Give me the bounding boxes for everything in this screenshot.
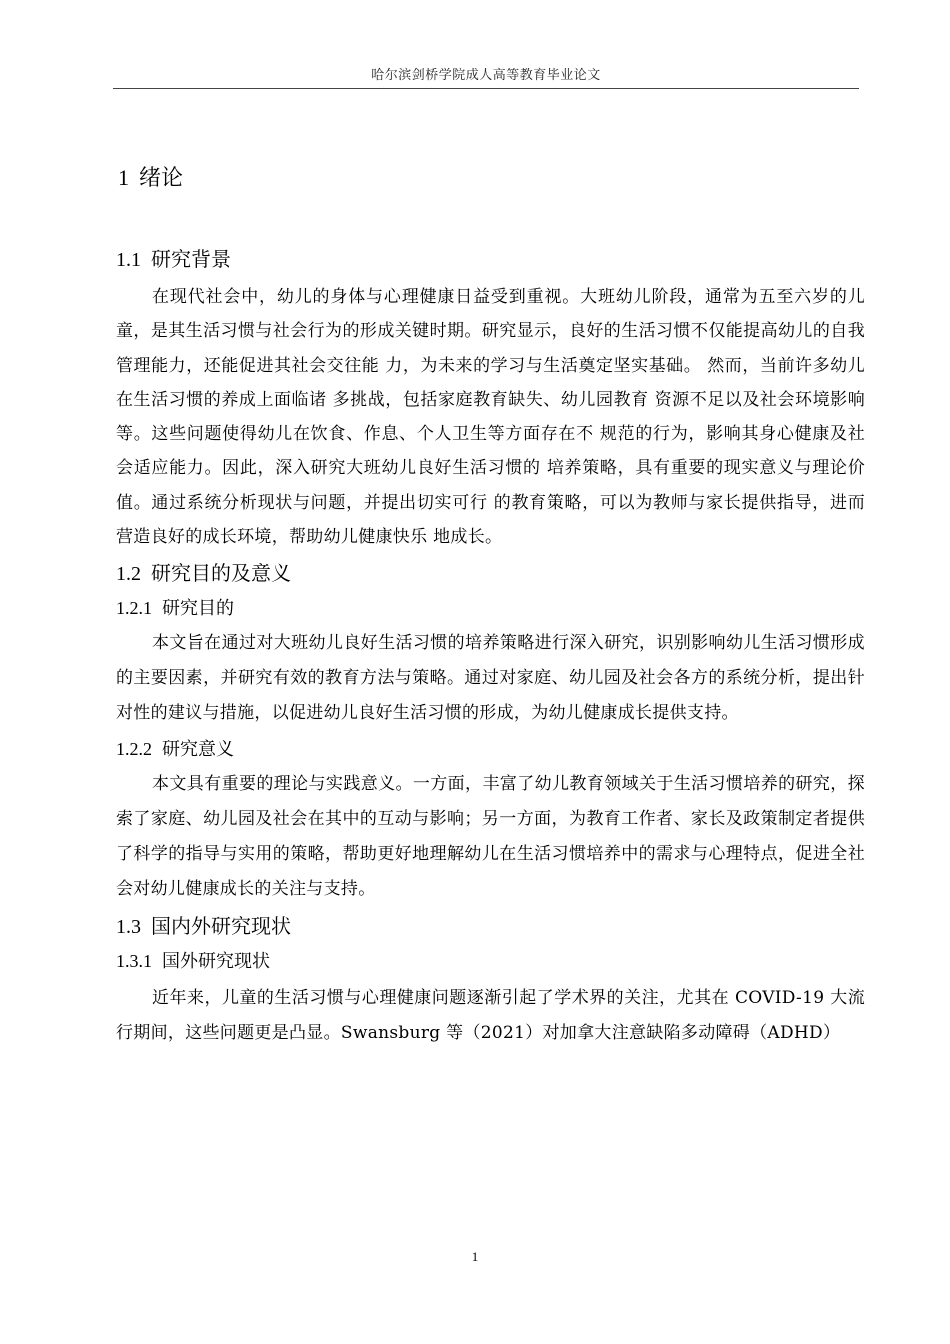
subsection-title: 研究意义 (162, 739, 234, 761)
subsection-heading-1-3-1 (113, 945, 865, 977)
subsection-number: 1.2.1 (116, 598, 152, 619)
section-number: 1.2 (116, 563, 141, 586)
subsection-number: 1.2.2 (116, 739, 152, 760)
subsection-title: 国外研究现状 (162, 951, 270, 973)
subsection-title: 研究目的 (162, 598, 234, 620)
chapter-title: 绪论 (139, 166, 184, 191)
page-number: 1 (471, 1249, 479, 1264)
running-header: 哈尔滨剑桥学院成人高等教育毕业论文 (371, 68, 601, 83)
page-content (113, 160, 865, 1050)
subsection-heading-1-2-1 (113, 592, 865, 624)
section-title: 国内外研究现状 (151, 914, 291, 939)
subsection-heading-1-2-2 (113, 733, 865, 765)
chapter-number: 1 (118, 165, 129, 190)
section-title: 研究背景 (151, 247, 231, 271)
subsection-number: 1.3.1 (116, 951, 152, 972)
section-number: 1.3 (116, 916, 141, 939)
chapter-heading (113, 160, 865, 196)
paragraph-research-background: 在现代社会中，幼儿的身体与心理健康日益受到重视。大班幼儿阶段，通常为五至六岁的儿童，是其生活习惯与社会行为的形成关键时期。研究显示，良好的生活习惯不仅能提高幼儿的自我管理能力，还能促进其社会交往能 力，为未来的学习与生活奠定坚实基础。 然而，当前许多幼儿在生活习惯的养成上面临诸 多挑战，包括家庭教育缺失、幼儿园教育 资源不足以及社会环境影响等。这些问题使得幼儿在饮食、作息、个人卫生等方面存在不 规范的行为，影响其身心健康及社会适应能力。因此，深入研究大班幼儿良好生活习惯的 培养策略，具有重要的现实意义与理论价值。通过系统分析现状与问题，并提出切实可行 的教育策略，可以为教师与家长提供指导，进而营造良好的成长环境，帮助幼儿健康快乐 地成长。 (116, 287, 865, 548)
header-divider (113, 88, 859, 89)
section-heading-1-3 (113, 909, 865, 943)
paragraph-foreign-research: 近年来，儿童的生活习惯与心理健康问题逐渐引起了学术界的关注，尤其在 COVID-19 大流行期间，这些问题更是凸显。Swansburg 等（2021）对加拿大注意缺陷多动障碍（ADHD） (116, 988, 865, 1043)
section-number: 1.1 (116, 249, 141, 271)
section-title: 研究目的及意义 (151, 561, 291, 586)
section-heading-1-1 (113, 242, 865, 276)
section-heading-1-2 (113, 556, 865, 590)
paragraph-research-significance: 本文具有重要的理论与实践意义。一方面，丰富了幼儿教育领域关于生活习惯培养的研究，探索了家庭、幼儿园及社会在其中的互动与影响；另一方面，为教育工作者、家长及政策制定者提供了科学的指导与实用的策略，帮助更好地理解幼儿在生活习惯培养中的需求与心理特点，促进全社会对幼儿健康成长的关注与支持。 (116, 774, 865, 900)
paragraph-research-purpose: 本文旨在通过对大班幼儿良好生活习惯的培养策略进行深入研究，识别影响幼儿生活习惯形成的主要因素，并研究有效的教育方法与策略。通过对家庭、幼儿园及社会各方的系统分析，提出针对性的建议与措施，以促进幼儿良好生活习惯的形成，为幼儿健康成长提供支持。 (116, 633, 865, 724)
